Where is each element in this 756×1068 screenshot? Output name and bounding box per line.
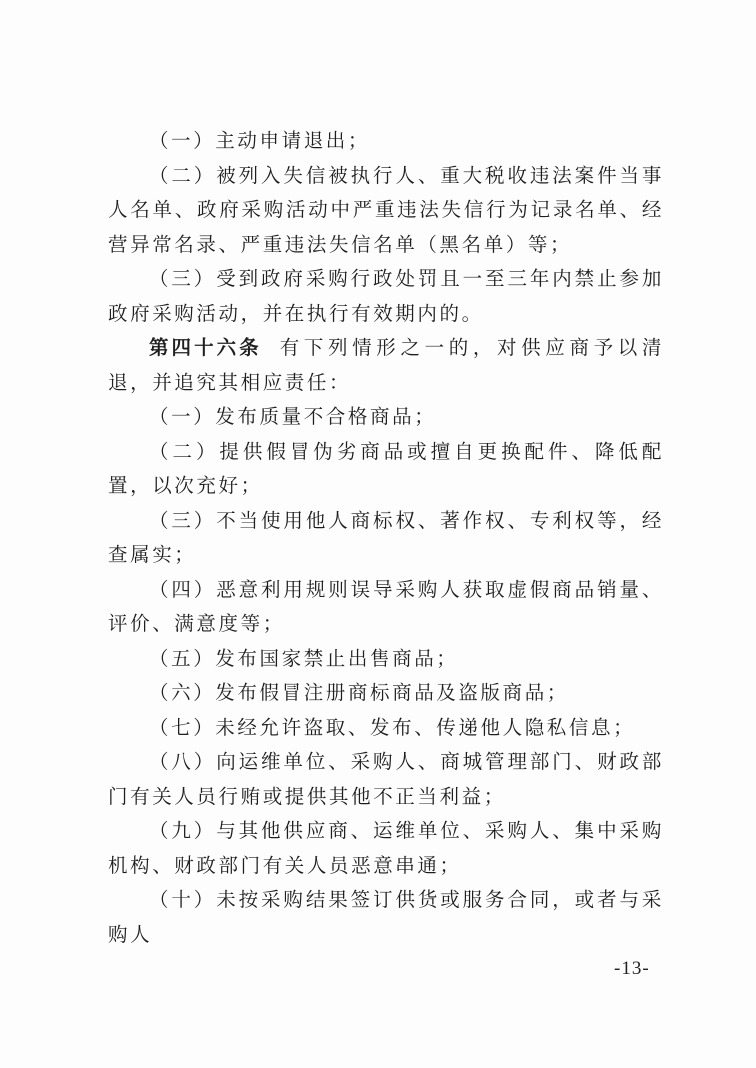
article-46-heading	[108, 331, 664, 400]
paragraph-10	[108, 676, 664, 711]
paragraph-text: （七）未经允许盗取、发布、传递他人隐私信息；	[149, 715, 636, 739]
paragraph-12	[108, 745, 664, 814]
paragraph-7	[108, 504, 664, 573]
article-title: 第四十六条	[149, 336, 262, 359]
paragraph-1	[108, 124, 664, 159]
paragraph-6	[108, 435, 664, 504]
paragraph-text: （四）恶意利用规则误导采购人获取虚假商品销量、评价、满意度等；	[108, 577, 664, 635]
paragraph-text: （九）与其他供应商、运维单位、采购人、集中采购机构、财政部门有关人员恶意串通；	[108, 819, 664, 877]
document-body	[108, 124, 664, 952]
paragraph-13	[108, 814, 664, 883]
paragraph-14	[108, 883, 664, 952]
paragraph-5	[108, 400, 664, 435]
paragraph-text: （二）被列入失信被执行人、重大税收违法案件当事人名单、政府采购活动中严重违法失信行为记录名单、经营异常名录、严重违法失信名单（黑名单）等；	[108, 163, 664, 256]
paragraph-text: 有下列情形之一的，对供应商予以清退，并追究其相应责任：	[108, 336, 664, 394]
paragraph-text: （二）提供假冒伪劣商品或擅自更换配件、降低配置，以次充好；	[108, 439, 664, 497]
paragraph-2	[108, 159, 664, 263]
paragraph-3	[108, 262, 664, 331]
paragraph-text: （三）不当使用他人商标权、著作权、专利权等，经查属实；	[108, 508, 664, 566]
page-number: -13-	[614, 958, 650, 979]
paragraph-text: （六）发布假冒注册商标商品及盗版商品；	[149, 681, 569, 704]
paragraph-text: （八）向运维单位、采购人、商城管理部门、财政部门有关人员行贿或提供其他不正当利益；	[108, 750, 664, 808]
paragraph-11	[108, 711, 664, 746]
paragraph-text: （一）发布质量不合格商品；	[149, 405, 437, 428]
paragraph-text: （三）受到政府采购行政处罚且一至三年内禁止参加政府采购活动，并在执行有效期内的。	[108, 267, 664, 325]
paragraph-text: （五）发布国家禁止出售商品；	[149, 646, 459, 670]
paragraph-8	[108, 573, 664, 642]
paragraph-text: （十）未按采购结果签订供货或服务合同，或者与采购人	[108, 888, 664, 946]
paragraph-text: （一）主动申请退出；	[149, 129, 371, 152]
paragraph-9	[108, 642, 664, 677]
